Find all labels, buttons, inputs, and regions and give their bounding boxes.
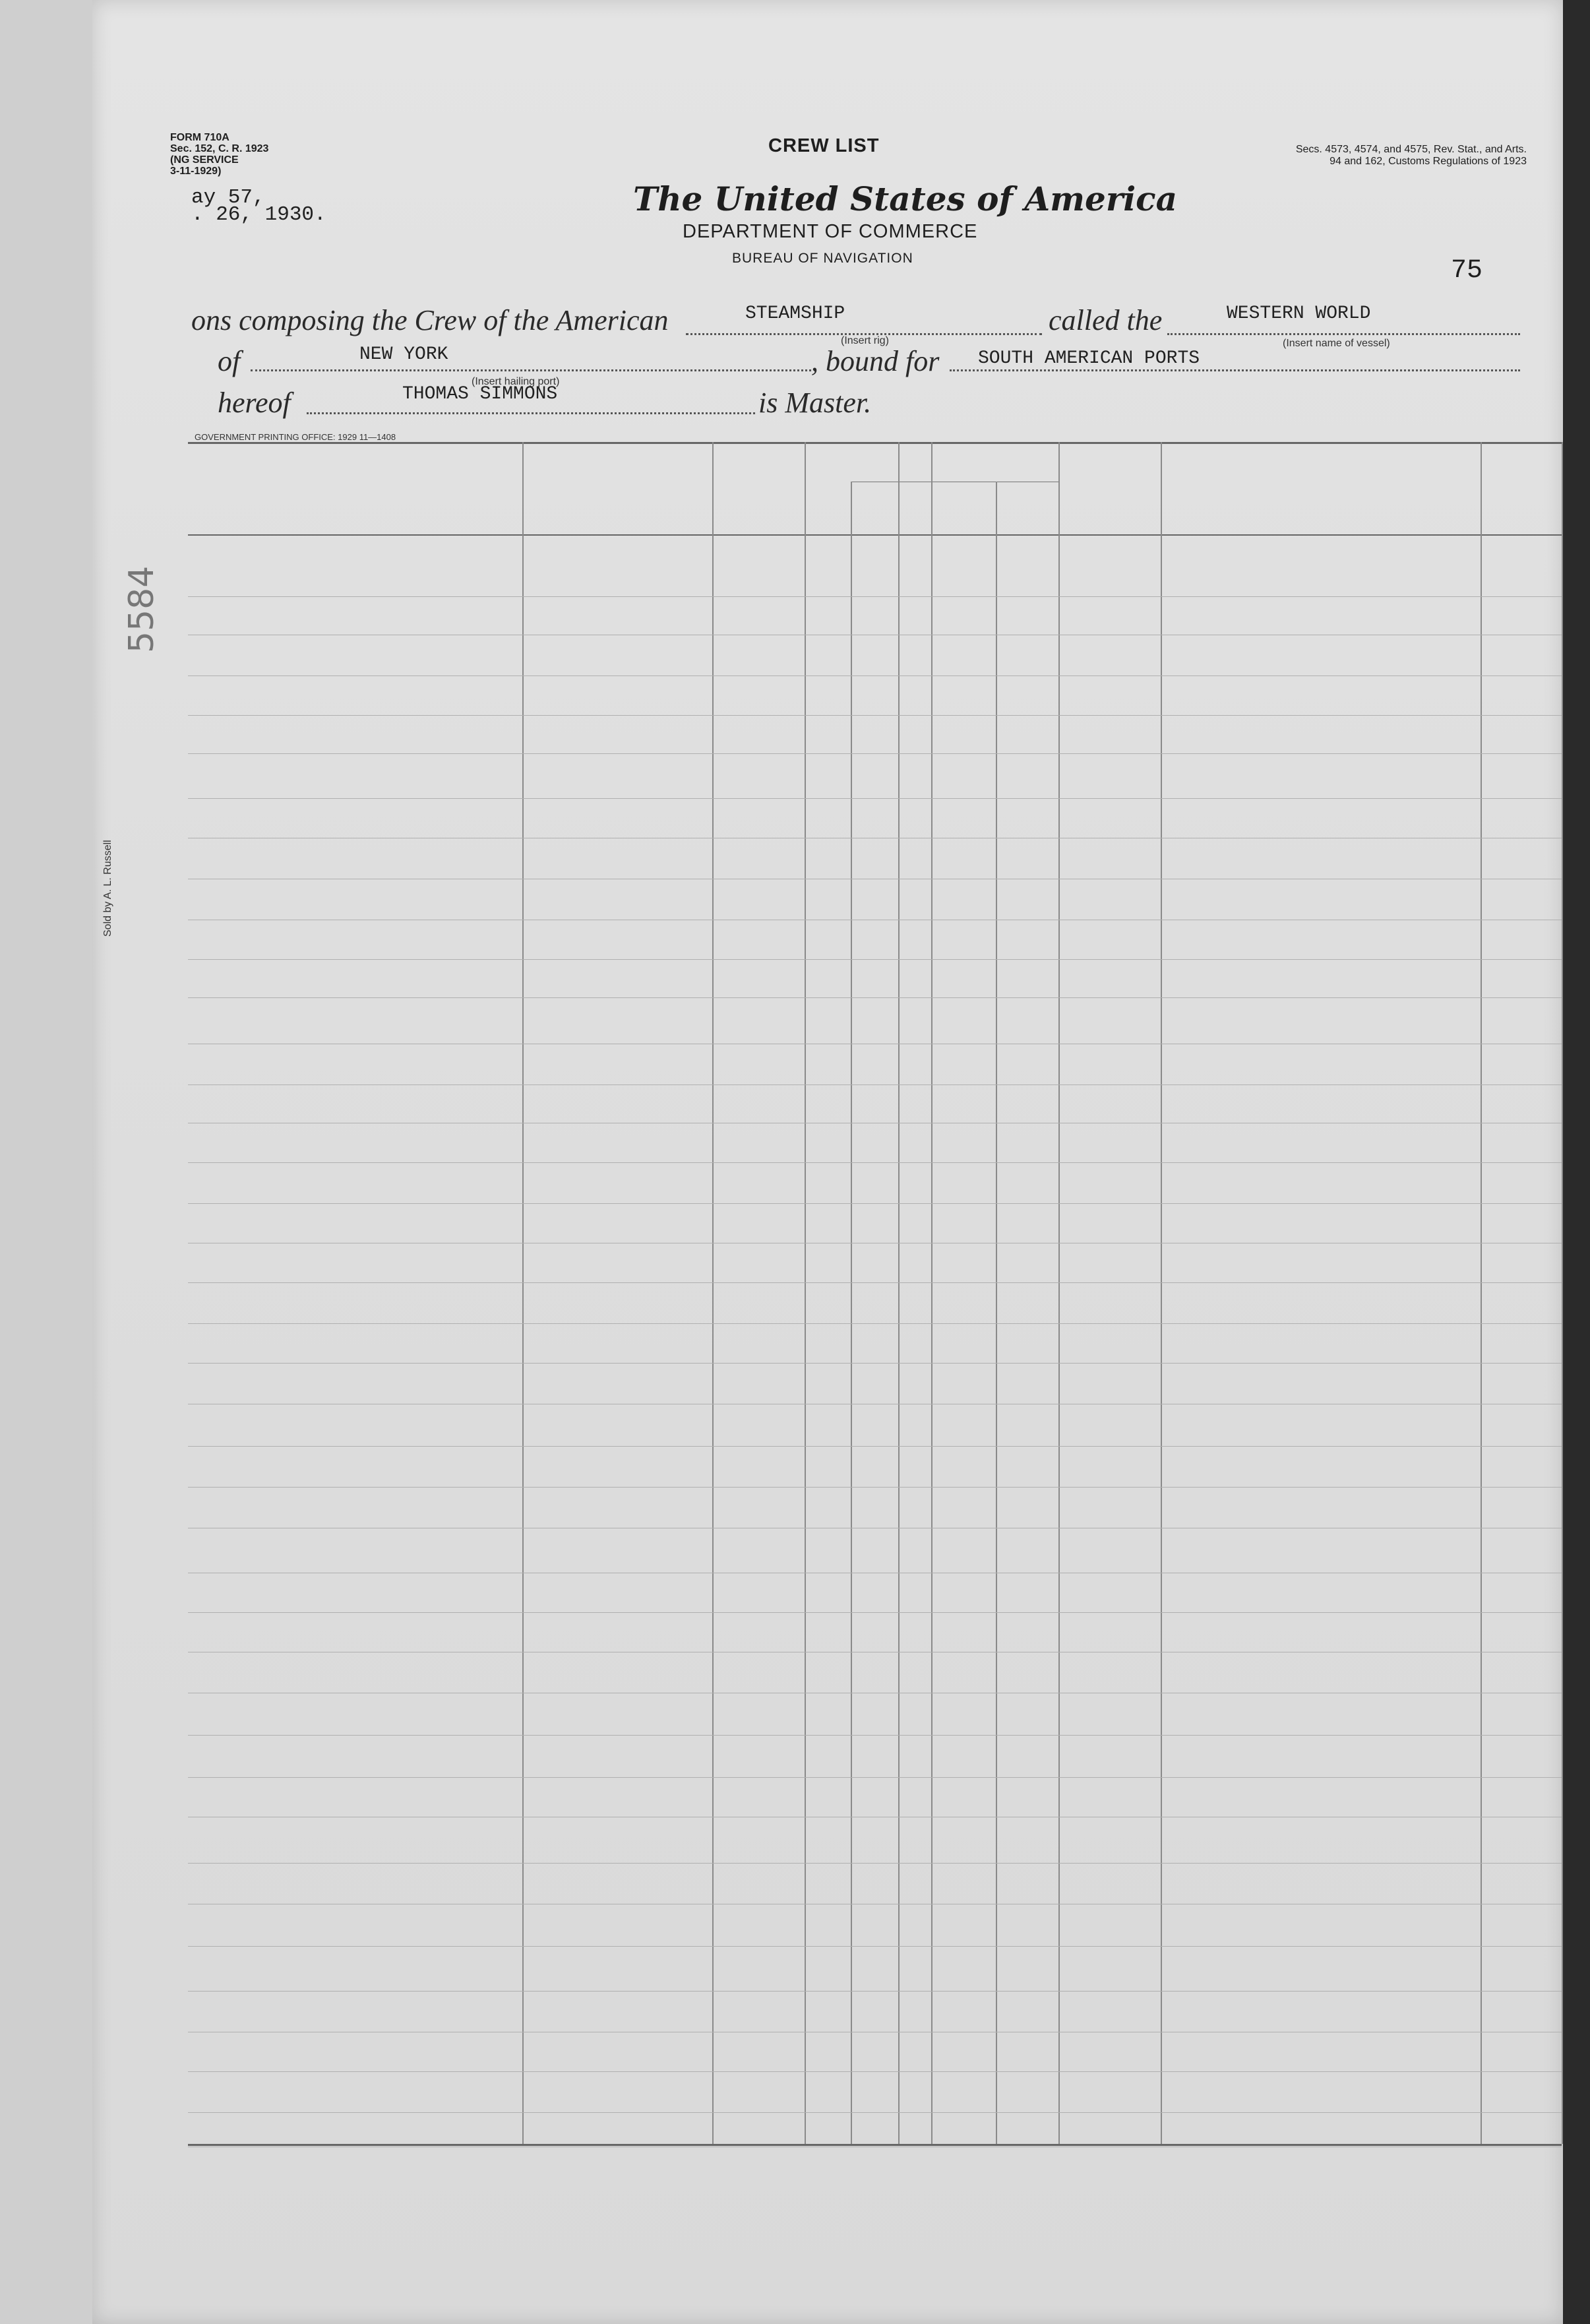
row-rule (188, 1863, 1562, 1864)
usa-title: The United States of America (633, 179, 1178, 218)
form-line-1-label: ons composing the Crew of the American (191, 304, 669, 336)
seller-note: Sold by A. L. Russell (102, 840, 113, 937)
column-rule (522, 442, 524, 2144)
row-rule (188, 2112, 1562, 2113)
home-port: NEW YORK (359, 344, 448, 365)
of-label: of (218, 345, 241, 377)
master-name: THOMAS SIMMONS (402, 384, 558, 404)
row-rule (188, 959, 1562, 960)
row-rule (188, 715, 1562, 716)
day-number: ay 57, (191, 186, 265, 209)
vessel-name: WESTERN WORLD (1227, 303, 1371, 324)
row-rule (188, 798, 1562, 799)
row-rule (188, 753, 1562, 754)
column-rule (996, 482, 997, 2144)
column-rule (1058, 442, 1060, 2144)
column-rule (805, 442, 806, 2144)
header-bottom-rule (188, 534, 1562, 536)
row-rule (188, 1282, 1562, 1283)
department-name: DEPARTMENT OF COMMERCE (683, 221, 978, 242)
whereof-label: hereof (218, 387, 291, 419)
form-number: FORM 710A Sec. 152, C. R. 1923 (NG SERVICE 3-11-1929) (170, 132, 269, 177)
table-top-rule (188, 442, 1562, 444)
date-text: . 26, 1930. (191, 203, 326, 226)
row-rule (188, 1323, 1562, 1324)
row-rule (188, 1084, 1562, 1085)
is-master-label: is Master. (758, 387, 872, 419)
bound-for-label: , bound for (811, 345, 940, 377)
column-rule (1161, 442, 1162, 2144)
vessel-type: STEAMSHIP (745, 303, 845, 324)
row-rule (188, 675, 1562, 676)
row-rule (188, 1203, 1562, 1204)
bureau-name: BUREAU OF NAVIGATION (732, 251, 913, 266)
row-rule (188, 596, 1562, 597)
column-rule (931, 442, 933, 2144)
row-rule (188, 1487, 1562, 1488)
column-rule (1562, 442, 1563, 2144)
crew-list-heading: CREW LIST (768, 135, 880, 156)
row-rule (188, 2071, 1562, 2072)
row-rule (188, 1162, 1562, 1163)
row-rule (188, 1991, 1562, 1992)
destination: SOUTH AMERICAN PORTS (978, 348, 1200, 369)
column-rule (712, 442, 714, 2144)
page-number: 75 (1451, 256, 1483, 286)
row-rule (188, 1612, 1562, 1613)
row-rule (188, 1446, 1562, 1447)
column-rule (898, 442, 900, 2144)
row-rule (188, 1363, 1562, 1364)
column-rule (1481, 442, 1482, 2144)
row-rule (188, 1946, 1562, 1947)
insert-hailing-hint: (Insert hailing port) (472, 376, 560, 387)
statute-reference: Secs. 4573, 4574, and 4575, Rev. Stat., and Arts. 94 and 162, Customs Regulations of 1923 (1295, 144, 1527, 167)
pencil-number: 5584 (122, 565, 162, 653)
insert-vessel-hint: (Insert name of vessel) (1283, 338, 1390, 349)
column-rule (851, 482, 852, 2144)
row-rule (188, 997, 1562, 998)
row-rule (188, 1735, 1562, 1736)
row-rule (188, 1777, 1562, 1778)
called-the-label: called the (1049, 304, 1163, 336)
insert-rig-hint: (Insert rig) (841, 335, 889, 346)
printing-office-note: GOVERNMENT PRINTING OFFICE: 1929 11—1408 (195, 432, 396, 442)
table-bottom-rule (188, 2144, 1562, 2146)
